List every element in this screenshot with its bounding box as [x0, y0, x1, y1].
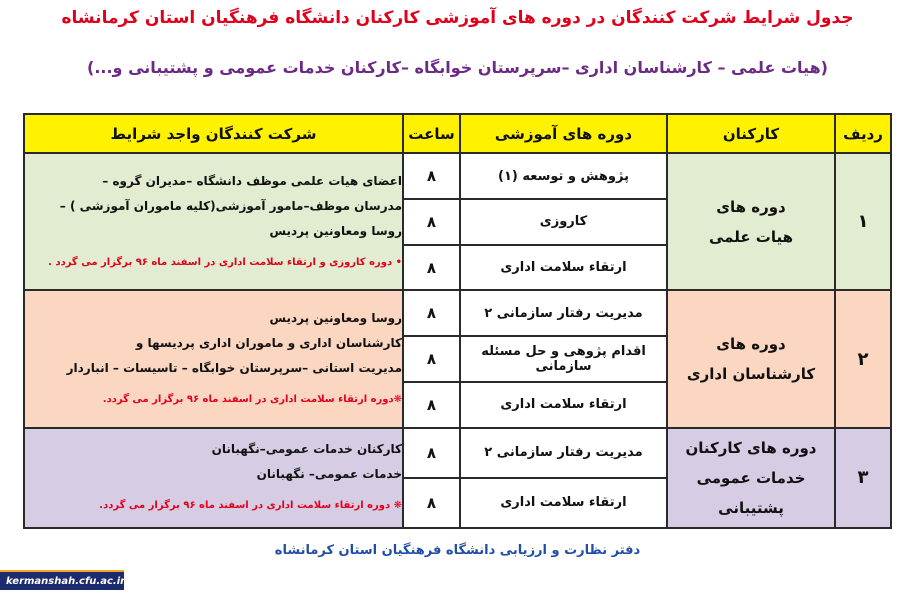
condition-line: خدمات عمومی– نگهبانان — [256, 467, 402, 482]
page-subtitle: (هیات علمی – کارشناسان اداری –سرپرستان خوابگاه –کارکنان خدمات عمومی و پشتیبانی و...) — [87, 58, 828, 77]
condition-line: کارکنان خدمات عمومی–نگهبانان — [211, 442, 402, 457]
table-row — [24, 290, 891, 336]
header-row-number: ردیف — [835, 114, 891, 153]
conditions-cell — [24, 153, 403, 290]
staff-line: هیات علمی — [708, 227, 794, 246]
staff-line: کارشناسان اداری — [686, 365, 816, 384]
row-number: ۱ — [835, 153, 891, 290]
staff-line: دوره های — [716, 335, 786, 354]
condition-line: مدیریت استانی –سرپرستان خوابگاه – تاسیسات – انباردار — [66, 361, 402, 376]
condition-line: اعضای هیات علمی موظف دانشگاه –مدیران گروه – — [102, 173, 402, 188]
condition-line: کارشناسان اداری و ماموران اداری پردیسها و — [135, 336, 402, 351]
page-title: جدول شرایط شرکت کنندگان در دوره های آموزشی کارکنان دانشگاه فرهنگیان استان کرمانشاه — [61, 8, 854, 28]
condition-note: ❋ دوره ارتقاء سلامت اداری در اسفند ماه ۹۶ برگزار می گردد. — [99, 500, 402, 512]
condition-line: مدرسان موظف–مامور آموزشی(کلیه ماموران آموزشی ) – — [59, 198, 402, 213]
course-hours: ۸ — [403, 428, 460, 478]
course-name: کاروزی — [460, 199, 667, 245]
course-hours: ۸ — [403, 290, 460, 336]
site-logo: kermanshah.cfu.ac.ir — [0, 570, 124, 590]
course-hours: ۸ — [403, 245, 460, 291]
course-hours: ۸ — [403, 153, 460, 199]
staff-cell — [667, 153, 835, 290]
conditions-cell — [24, 428, 403, 528]
staff-cell — [667, 290, 835, 427]
row-number: ۲ — [835, 290, 891, 427]
table-row — [24, 428, 891, 478]
course-name: مدیریت رفتار سازمانی ۲ — [460, 290, 667, 336]
course-hours: ۸ — [403, 336, 460, 382]
table-header-row — [24, 114, 891, 153]
course-name: ارتقاء سلامت اداری — [460, 245, 667, 291]
course-hours: ۸ — [403, 478, 460, 528]
staff-line: دوره های — [716, 197, 786, 216]
staff-cell — [667, 428, 835, 528]
table-row — [24, 153, 891, 199]
header-courses: دوره های آموزشی — [460, 114, 667, 153]
course-name: پژوهش و توسعه (۱) — [460, 153, 667, 199]
header-hours: ساعت — [403, 114, 460, 153]
course-name: مدیریت رفتار سازمانی ۲ — [460, 428, 667, 478]
staff-line: خدمات عمومی پشتیبانی — [696, 468, 806, 517]
courses-table — [23, 113, 892, 529]
footer-office: دفتر نظارت و ارزیابی دانشگاه فرهنگیان استان کرمانشاه — [274, 543, 641, 558]
conditions-cell — [24, 290, 403, 427]
condition-note: • دوره کاروزی و ارتقاء سلامت اداری در اسفند ماه ۹۶ برگزار می گردد . — [48, 256, 402, 268]
condition-line: روسا ومعاونین پردیس — [269, 311, 402, 326]
course-hours: ۸ — [403, 382, 460, 428]
header-staff: کارکنان — [667, 114, 835, 153]
condition-note: ❋دوره ارتقاء سلامت اداری در اسفند ماه ۹۶ برگزار می گردد. — [102, 394, 402, 406]
header-conditions: شرکت کنندگان واجد شرایط — [24, 114, 403, 153]
staff-line: دوره های کارکنان — [685, 438, 817, 457]
condition-line: روسا ومعاونین پردیس — [269, 223, 402, 238]
course-name: ارتقاء سلامت اداری — [460, 382, 667, 428]
course-name: ارتقاء سلامت اداری — [460, 478, 667, 528]
row-number: ۳ — [835, 428, 891, 528]
course-hours: ۸ — [403, 199, 460, 245]
course-name: اقدام پژوهی و حل مسئله سازمانی — [460, 336, 667, 382]
